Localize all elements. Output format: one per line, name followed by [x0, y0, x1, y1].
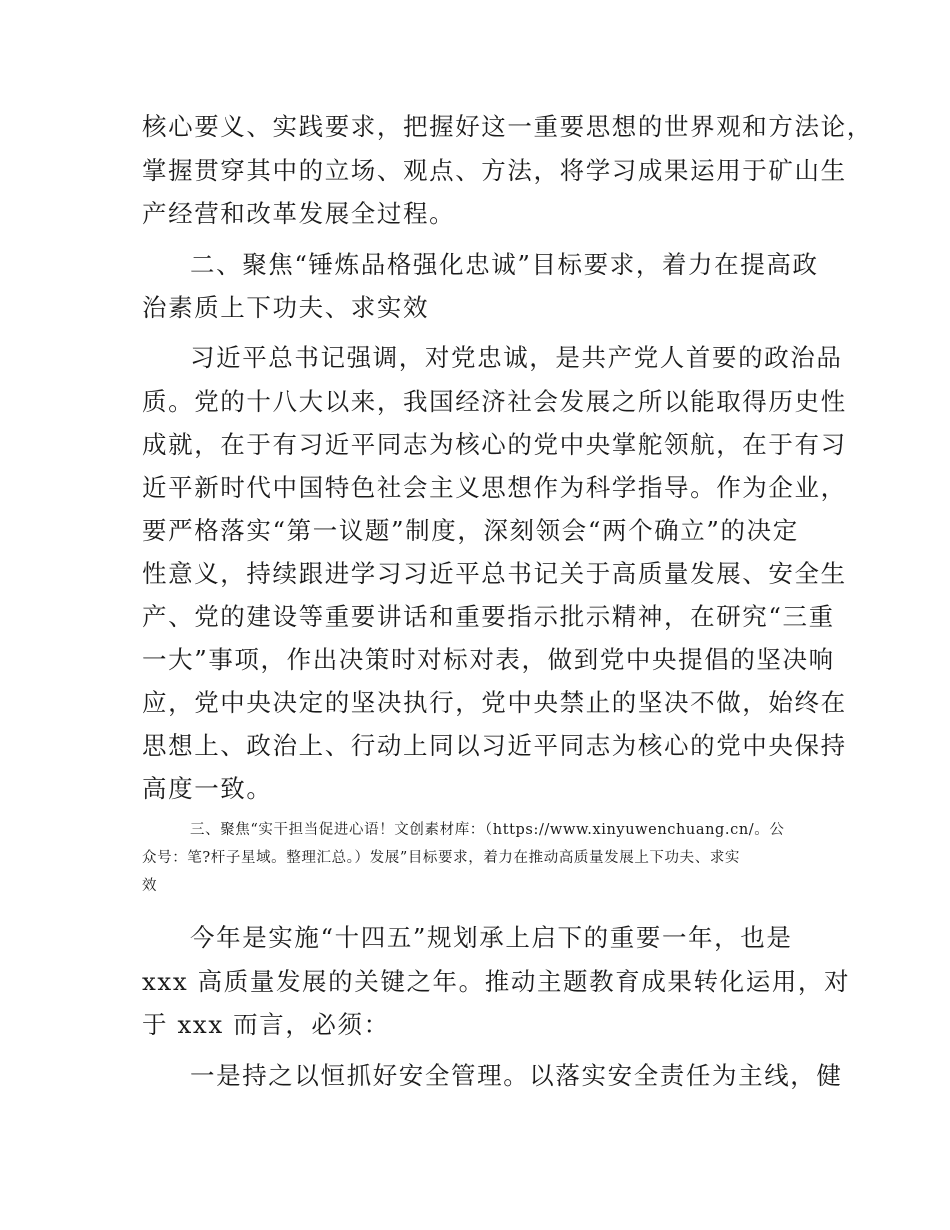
paragraph-2-line-7: 产、党的建设等重要讲话和重要指示批示精神，在研究“三重: [142, 602, 835, 631]
paragraph-2-line-9: 应，党中央决定的坚决执行，党中央禁止的坚决不做，始终在: [142, 688, 847, 717]
paragraph-2-line-5: 要严格落实“第一议题”制度，深刻领会“两个确立”的决定: [142, 516, 799, 545]
heading-3-line-2: 众号：笔?杆子星域。整理汇总。）发展”目标要求，着力在推动高质量发展上下功夫、求实: [142, 850, 741, 866]
paragraph-2-line-3: 成就，在于有习近平同志为核心的党中央掌舵领航，在于有习: [142, 430, 847, 459]
heading-2-line-1: 二、聚焦“锤炼品格强化忠诚”目标要求，着力在提高政: [190, 250, 819, 279]
paragraph-2-line-11: 高度一致。: [142, 774, 273, 803]
paragraph-2-line-1: 习近平总书记强调，对党忠诚，是共产党人首要的政治品: [190, 343, 843, 372]
paragraph-3-line-2: xxx 高质量发展的关键之年。推动主题教育成果转化运用，对: [142, 967, 851, 996]
paragraph-3-line-1: 今年是实施“十四五”规划承上启下的重要一年，也是: [190, 923, 793, 952]
paragraph-2-line-10: 思想上、政治上、行动上同以习近平同志为核心的党中央保持: [142, 731, 847, 760]
paragraph-2-line-6: 性意义，持续跟进学习习近平总书记关于高质量发展、安全生: [142, 559, 847, 588]
paragraph-2-line-4: 近平新时代中国特色社会主义思想作为科学指导。作为企业，: [142, 473, 847, 502]
heading-3-line-3: 效: [142, 878, 158, 894]
paragraph-1-line-3: 产经营和改革发展全过程。: [142, 199, 456, 228]
paragraph-2-line-8: 一大”事项，作出决策时对标对表，做到党中央提倡的坚决响: [142, 645, 835, 674]
heading-2-line-2: 治素质上下功夫、求实效: [142, 293, 430, 322]
paragraph-4-line-1: 一是持之以恒抓好安全管理。以落实安全责任为主线，健: [190, 1061, 843, 1090]
paragraph-1-line-1: 核心要义、实践要求，把握好这一重要思想的世界观和方法论，: [142, 112, 873, 141]
paragraph-2-line-2: 质。党的十八大以来，我国经济社会发展之所以能取得历史性: [142, 387, 847, 416]
heading-3-line-1: 三、聚焦“实干担当促进心语！文创素材库：（https://www.xinyuwenchuang.cn/。公: [190, 822, 785, 838]
paragraph-1-line-2: 掌握贯穿其中的立场、观点、方法，将学习成果运用于矿山生: [142, 156, 847, 185]
paragraph-3-line-3: 于 xxx 而言，必须：: [142, 1010, 390, 1039]
